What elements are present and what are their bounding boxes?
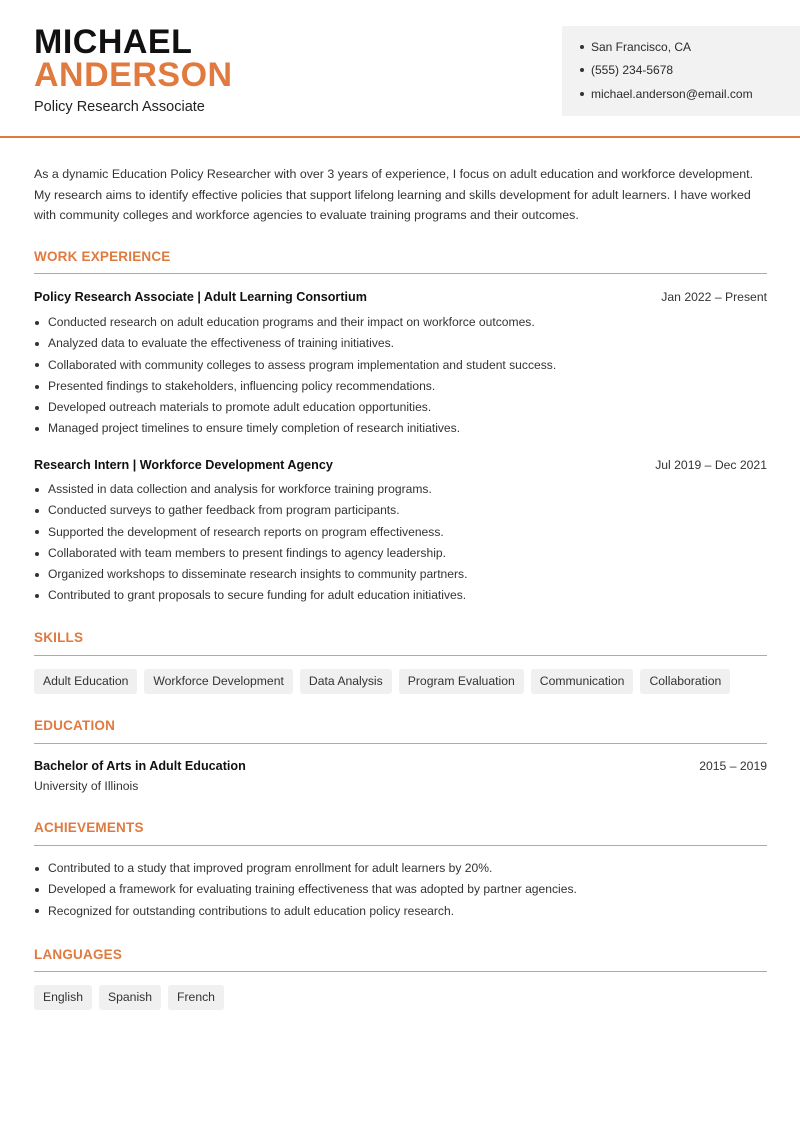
bullet-icon <box>35 342 39 346</box>
bullet-text: Recognized for outstanding contributions to adult education policy research. <box>48 903 455 918</box>
job-bullets <box>34 479 467 607</box>
list-item <box>34 585 467 606</box>
bullet-icon <box>35 406 39 410</box>
skill-chip: Workforce Development <box>144 669 293 694</box>
bullet-text: Assisted in data collection and analysis for workforce training programs. <box>48 482 432 496</box>
section-divider <box>34 743 767 744</box>
bullet-icon <box>35 385 39 389</box>
bullet-icon <box>35 573 39 577</box>
list-item <box>34 418 556 439</box>
skill-chip: Adult Education <box>34 669 137 694</box>
skills-list <box>34 669 730 694</box>
job-title: Policy Research Associate | Adult Learning Consortium <box>34 290 367 304</box>
job-title: Research Intern | Workforce Development Agency <box>34 458 333 472</box>
contact-email[interactable] <box>580 87 753 101</box>
resume-header <box>0 0 800 138</box>
bullet-icon <box>35 427 39 431</box>
language-chip: French <box>168 985 224 1010</box>
list-item <box>34 312 556 333</box>
contact-location <box>580 40 691 54</box>
section-title-work: WORK EXPERIENCE <box>34 249 171 264</box>
job-date: Jul 2019 – Dec 2021 <box>655 458 767 472</box>
language-chip: English <box>34 985 92 1010</box>
section-divider <box>34 273 767 274</box>
list-item <box>34 355 556 376</box>
bullet-text: Supported the development of research reports on program effectiveness. <box>48 524 444 539</box>
contact-box <box>562 26 800 116</box>
bullet-text: Developed outreach materials to promote adult education opportunities. <box>48 400 432 415</box>
skill-chip: Data Analysis <box>300 669 392 694</box>
bullet-text: Collaborated with community colleges to assess program implementation and student success. <box>48 357 557 372</box>
list-item <box>34 479 467 500</box>
section-title-skills: SKILLS <box>34 630 84 645</box>
bullet-icon <box>35 888 39 892</box>
bullet-icon <box>580 68 584 72</box>
first-name: MICHAEL <box>34 23 193 61</box>
last-name: ANDERSON <box>34 56 233 94</box>
list-item <box>34 397 556 418</box>
job-date: Jan 2022 – Present <box>661 290 767 304</box>
bullet-text: Contributed to grant proposals to secure funding for adult education initiatives. <box>48 588 467 603</box>
education-date: 2015 – 2019 <box>699 759 767 773</box>
section-title-education: EDUCATION <box>34 718 116 733</box>
skill-chip: Collaboration <box>640 669 730 694</box>
education-school: University of Illinois <box>34 779 139 793</box>
bullet-icon <box>580 45 584 49</box>
list-item <box>34 543 467 564</box>
bullet-text: Analyzed data to evaluate the effectiveness of training initiatives. <box>48 336 395 351</box>
bullet-text: Presented findings to stakeholders, influencing policy recommendations. <box>48 378 436 393</box>
bullet-text: Contributed to a study that improved program enrollment for adult learners by 20%. <box>48 861 493 875</box>
contact-email-text[interactable]: michael.anderson@email.com <box>591 87 753 101</box>
list-item <box>34 879 577 900</box>
list-item <box>34 333 556 354</box>
job-role: Policy Research Associate <box>34 99 205 115</box>
bullet-icon <box>35 867 39 871</box>
bullet-text: Organized workshops to disseminate research insights to community partners. <box>48 567 468 582</box>
list-item <box>34 901 577 922</box>
bullet-text: Conducted research on adult education programs and their impact on workforce outcomes. <box>48 315 535 329</box>
section-title-achievements: ACHIEVEMENTS <box>34 820 144 835</box>
job-bullets <box>34 312 556 440</box>
summary-paragraph: As a dynamic Education Policy Researcher with over 3 years of experience, I focus on adult education and workforce development. My research aims to identify effective policies that support lifelong learning and skills development for adult learners. I have worked with community colleges and workforce agencies to evaluate training programs and their outcomes. <box>34 167 754 223</box>
section-divider <box>34 845 767 846</box>
list-item <box>34 564 467 585</box>
contact-location-text: San Francisco, CA <box>591 40 692 54</box>
bullet-icon <box>35 530 39 534</box>
bullet-text: Collaborated with team members to present findings to agency leadership. <box>48 545 446 560</box>
bullet-text: Developed a framework for evaluating training effectiveness that was adopted by partner agencies. <box>48 882 577 897</box>
education-degree: Bachelor of Arts in Adult Education <box>34 759 246 773</box>
contact-phone <box>580 63 673 77</box>
bullet-icon <box>35 594 39 598</box>
bullet-text: Managed project timelines to ensure timely completion of research initiatives. <box>48 421 461 436</box>
section-divider <box>34 971 767 972</box>
list-item <box>34 500 467 521</box>
bullet-icon <box>35 909 39 913</box>
language-chip: Spanish <box>99 985 161 1010</box>
bullet-icon <box>35 509 39 513</box>
skill-chip: Program Evaluation <box>399 669 524 694</box>
contact-phone-text: (555) 234-5678 <box>591 63 674 77</box>
section-title-languages: LANGUAGES <box>34 947 123 962</box>
list-item <box>34 522 467 543</box>
list-item <box>34 858 577 879</box>
achievement-bullets <box>34 858 577 922</box>
bullet-icon <box>35 488 39 492</box>
languages-list <box>34 985 224 1010</box>
bullet-icon <box>35 363 39 367</box>
skill-chip: Communication <box>531 669 634 694</box>
bullet-icon <box>35 552 39 556</box>
bullet-text: Conducted surveys to gather feedback from program participants. <box>48 503 400 518</box>
bullet-icon <box>580 92 584 96</box>
section-divider <box>34 655 767 656</box>
bullet-icon <box>35 321 39 325</box>
list-item <box>34 376 556 397</box>
